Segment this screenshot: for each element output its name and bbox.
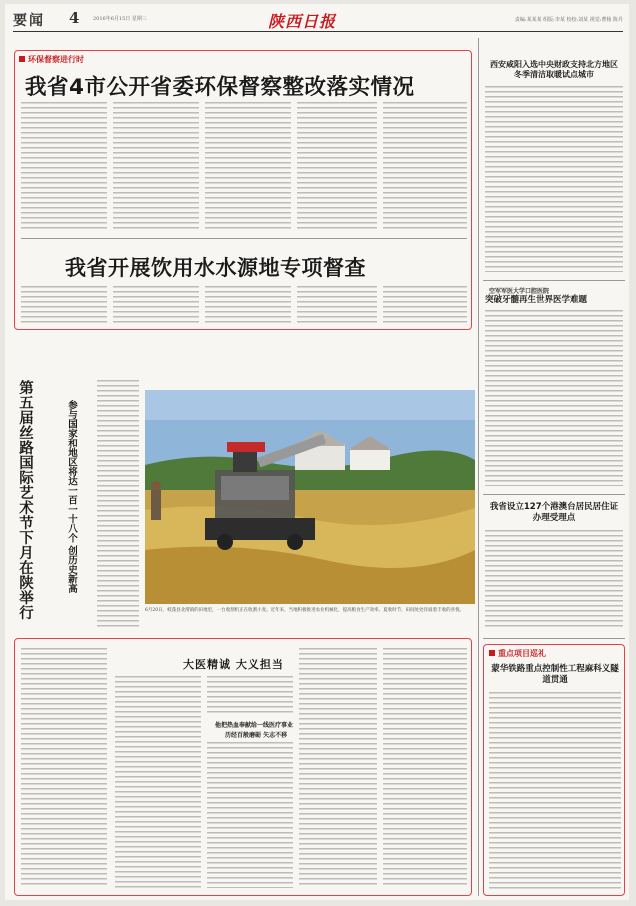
heating-article-text [485, 86, 623, 272]
environment-tag: 环保督察进行时 [19, 54, 84, 65]
harvest-photo [145, 390, 475, 604]
doctor-article-col3 [207, 676, 293, 714]
dental-hospital-kicker: 空军军医大学口腔医院 [489, 288, 550, 295]
photo-caption: 6月20日，岐蓬县北渭镇的田地里，一台收割机正在收割小麦。近年来，当地积极推进农业机械化，提高粮食生产效率。夏收时节，田间处处洋溢着丰收的喜悦。 [145, 608, 465, 613]
right-divider-3 [483, 638, 625, 639]
editor-credits: 责编:某某某 组版:李某 校校:刘某 视觉:曹杨 陈丹 [514, 17, 623, 23]
article-text-col2 [113, 102, 199, 230]
dental-article-text [485, 310, 623, 486]
dental-pulp-headline: 突破牙髓再生世界医学难题 [485, 295, 588, 305]
right-column-divider [478, 38, 479, 896]
article-text-col1 [21, 102, 107, 230]
festival-article-text [97, 380, 139, 630]
water-article-col4 [297, 286, 377, 326]
doctor-subhead: 他把热血奉献给一线医疗事业 [215, 722, 294, 729]
tunnel-headline: 蒙华铁路重点控制性工程麻科义隧道贯通 [491, 664, 619, 685]
page-header [13, 8, 623, 32]
tag-square-icon [489, 650, 495, 656]
headline-rectification: 我省4市公开省委环保督察整改落实情况 [25, 75, 415, 100]
article-text-col4 [297, 102, 377, 230]
water-article-col5 [383, 286, 467, 326]
right-divider-1 [483, 280, 625, 281]
newspaper-page [5, 4, 629, 900]
key-project-tag: 重点项目巡礼 [489, 648, 546, 659]
tunnel-article-text [489, 692, 621, 890]
doctor-article-col4 [299, 648, 377, 888]
page-number: 4 [69, 9, 80, 27]
heating-pilot-headline: 西安咸阳入选中央财政支持北方地区冬季清洁取暖试点城市 [490, 60, 618, 79]
doctor-subhead2: 历经百般磨砺 矢志不移 [225, 732, 288, 739]
tag-square-icon [19, 56, 25, 62]
doctor-article-col3b [207, 742, 293, 888]
article-text-col5 [383, 102, 467, 230]
harvest-photo-svg [145, 390, 475, 604]
divider [21, 238, 467, 239]
issue-date: 2016年6月15日 星期三 [93, 16, 147, 22]
silk-road-festival-subtitle: 参与国家和地区将达一百一十八个 创历史新高 [66, 400, 77, 594]
water-article-col1 [21, 286, 107, 326]
doctor-article-col2 [115, 676, 201, 888]
doctor-article-col1 [21, 648, 107, 888]
right-divider-2 [483, 494, 625, 495]
newspaper-logo: 陕西日报 [268, 12, 337, 31]
article-text-col3 [205, 102, 291, 230]
silk-road-festival-headline: 第五届丝路国际艺术节下月在陕举行 [17, 380, 33, 620]
residence-permit-headline: 我省设立127个港澳台居民居住证办理受理点 [489, 502, 619, 523]
water-article-col3 [205, 286, 291, 326]
doctor-headline: 大医精诚 大义担当 [183, 658, 284, 671]
water-article-col2 [113, 286, 199, 326]
section-name: 要闻 [13, 13, 45, 29]
headline-water-source: 我省开展饮用水水源地专项督查 [65, 256, 366, 280]
doctor-article-col5 [383, 648, 467, 888]
residence-article-text [485, 530, 623, 630]
